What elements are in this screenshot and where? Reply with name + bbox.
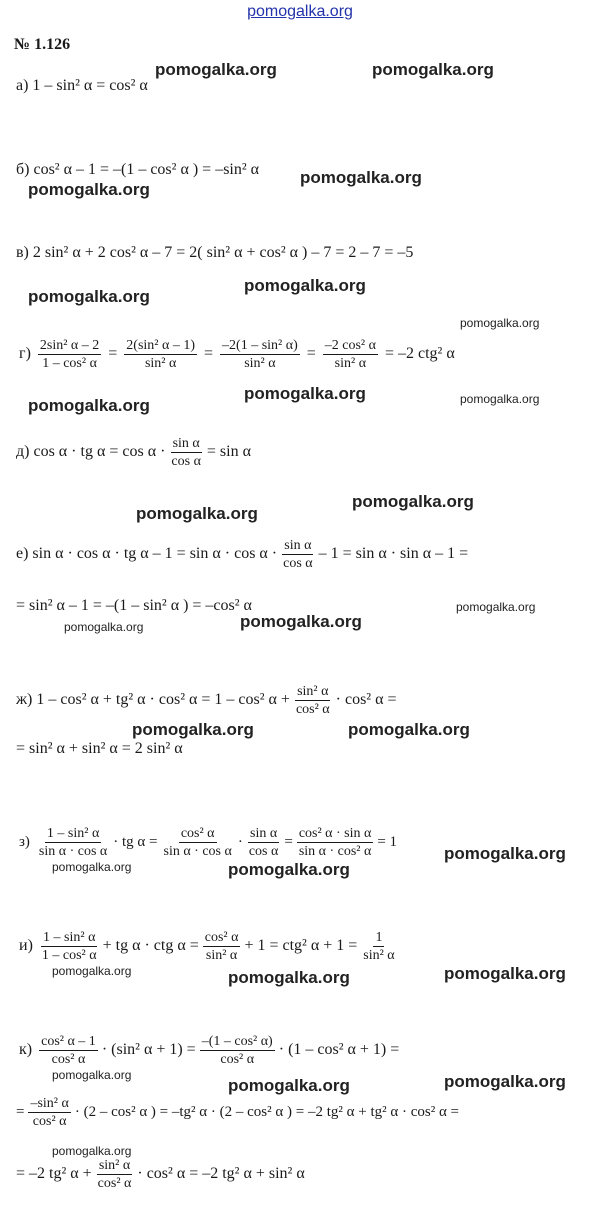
equation-text: = –2 ctg² α (384, 345, 455, 362)
equation-text: в) 2 sin² α + 2 cos² α – 7 = 2( sin² α + cos² α ) – 7 = 2 – 7 = –5 (16, 244, 414, 261)
item-label: г) (19, 345, 31, 362)
equation-text: – 1 = sin α · sin α – 1 = (318, 545, 469, 562)
site-header-link[interactable]: pomogalka.org (247, 3, 353, 20)
solution-k-line3 (16, 1154, 590, 1194)
equation-text: б) cos² α – 1 = –(1 – cos² α ) = –sin² α (16, 161, 260, 178)
solution-a (16, 76, 590, 96)
solution-k-line1 (16, 1030, 590, 1070)
equation-text: · cos² α = –2 tg² α + sin² α (137, 1165, 305, 1182)
watermark: pomogalka.org (28, 180, 150, 199)
solution-e-line2 (16, 596, 590, 616)
fraction: $\frac{\text{sin² α}}{\text{cos² α}}$ (295, 683, 330, 717)
solution-z (16, 822, 590, 862)
watermark: pomogalka.org (444, 1072, 566, 1091)
equation-text: = sin α (206, 443, 251, 460)
watermark: pomogalka.org (52, 1144, 132, 1158)
solution-zh-line2 (16, 739, 590, 759)
watermark: pomogalka.org (52, 1068, 132, 1082)
fraction: $\frac{1}{\text{sin² α}}$ (363, 929, 395, 963)
watermark: pomogalka.org (444, 844, 566, 863)
watermark: pomogalka.org (52, 964, 132, 978)
watermark: pomogalka.org (460, 316, 540, 330)
equation-text: = (284, 834, 293, 850)
fraction: $\frac{\text{cos² α – 1}}{\text{cos² α}}$ (41, 1033, 96, 1067)
watermark: pomogalka.org (240, 612, 362, 631)
watermark: pomogalka.org (228, 1076, 350, 1095)
equation-text: · cos² α = (335, 691, 397, 708)
equation-text: · tg α = (113, 834, 158, 850)
watermark: pomogalka.org (136, 504, 258, 523)
fraction: $\frac{\text{sin α}}{\text{cos α}}$ (283, 537, 313, 571)
watermark: pomogalka.org (244, 384, 366, 403)
watermark: pomogalka.org (155, 60, 277, 79)
watermark: pomogalka.org (244, 276, 366, 295)
watermark: pomogalka.org (132, 720, 254, 739)
item-label: и) (19, 937, 33, 954)
solution-i (16, 926, 590, 966)
equation-text: е) sin α · cos α · tg α – 1 = sin α · cos α · (16, 545, 278, 562)
equation-text: + 1 = ctg² α + 1 = (244, 937, 358, 954)
watermark: pomogalka.org (28, 287, 150, 306)
watermark: pomogalka.org (444, 964, 566, 983)
equation-text: · (1 – cos² α + 1) = (278, 1041, 400, 1058)
solution-v (16, 243, 590, 263)
fraction: $\frac{\text{–sin² α}}{\text{cos² α}}$ (30, 1095, 69, 1129)
fraction: $\frac{\text{cos² α}}{\text{sin² α}}$ (204, 929, 239, 963)
problem-number: № 1.126 (14, 36, 71, 53)
fraction: $\frac{\text{–2(1 – sin² α)}}{\text{sin² α}}$ (222, 337, 298, 371)
watermark: pomogalka.org (228, 968, 350, 987)
equation-text: = 1 (377, 834, 398, 850)
solution-k-line2 (16, 1092, 590, 1132)
fraction: $\frac{\text{1 – sin² α}}{\text{1 – cos² α}}$ (41, 929, 97, 963)
watermark: pomogalka.org (52, 860, 132, 874)
fraction: $\frac{\text{–2 cos² α}}{\text{sin² α}}$ (324, 337, 376, 371)
equation-text: · (2 – cos² α ) = –tg² α · (2 – cos² α ) = –2 tg² α + tg² α · cos² α = (74, 1104, 460, 1120)
item-label: к) (19, 1041, 33, 1058)
fraction: $\frac{\text{2(sin² α – 1)}}{\text{sin² α}}$ (126, 337, 195, 371)
watermark: pomogalka.org (372, 60, 494, 79)
watermark: pomogalka.org (456, 600, 536, 614)
watermark: pomogalka.org (352, 492, 474, 511)
equation-text: = –2 tg² α + (16, 1165, 92, 1182)
equation-text: = (16, 1104, 25, 1120)
equation-text: ж) 1 – cos² α + tg² α · cos² α = 1 – cos² α + (16, 691, 290, 708)
fraction: $\frac{\text{cos² α · sin α}}{\text{sin α · cos² α}}$ (298, 825, 372, 859)
fraction: $\frac{\text{cos² α}}{\text{sin α · cos α}}$ (163, 825, 232, 859)
fraction: $\frac{\text{2sin² α – 2}}{\text{1 – cos² α}}$ (39, 337, 100, 371)
equation-text: д) cos α · tg α = cos α · (16, 443, 166, 460)
equation-text: · (237, 834, 243, 850)
solution-e-line1 (16, 534, 590, 574)
solution-zh-line1 (16, 680, 590, 720)
fraction: $\frac{\text{sin α}}{\text{cos α}}$ (248, 825, 279, 859)
equation-text: · (sin² α + 1) = (101, 1041, 196, 1058)
solution-g: г) $\frac{\text{2sin² α – 2}}{\text{1 – cos² α}}$ = $\frac{\text{2(sin² α – 1)}}{\text{sin² α}}$ = $\frac{\text{–2(1 – sin² α)}}{\text{sin² α}}$ = $\frac{\text{–2 cos² α}}{\text{sin² α}}$ = –2 ctg² α (19, 337, 455, 371)
fraction: $\frac{\text{–(1 – cos² α)}}{\text{cos² α}}$ (201, 1033, 273, 1067)
equation-text: + tg α · ctg α = (102, 937, 199, 954)
fraction: $\frac{\text{1 – sin² α}}{\text{sin α · cos α}}$ (38, 825, 108, 859)
solution-b (16, 160, 590, 180)
watermark: pomogalka.org (28, 396, 150, 415)
watermark: pomogalka.org (348, 720, 470, 739)
watermark: pomogalka.org (460, 392, 540, 406)
equation-text: = sin² α + sin² α = 2 sin² α (16, 740, 183, 757)
fraction: $\frac{\text{sin α}}{\text{cos α}}$ (171, 435, 201, 469)
equation-text: = sin² α – 1 = –(1 – sin² α ) = –cos² α (16, 597, 252, 614)
watermark: pomogalka.org (300, 168, 422, 187)
watermark: pomogalka.org (64, 620, 144, 634)
equation-text: а) 1 – sin² α = cos² α (16, 77, 148, 94)
fraction: $\frac{\text{sin² α}}{\text{cos² α}}$ (97, 1157, 132, 1191)
item-label: з) (19, 834, 30, 850)
solution-d (16, 432, 590, 472)
watermark: pomogalka.org (228, 860, 350, 879)
